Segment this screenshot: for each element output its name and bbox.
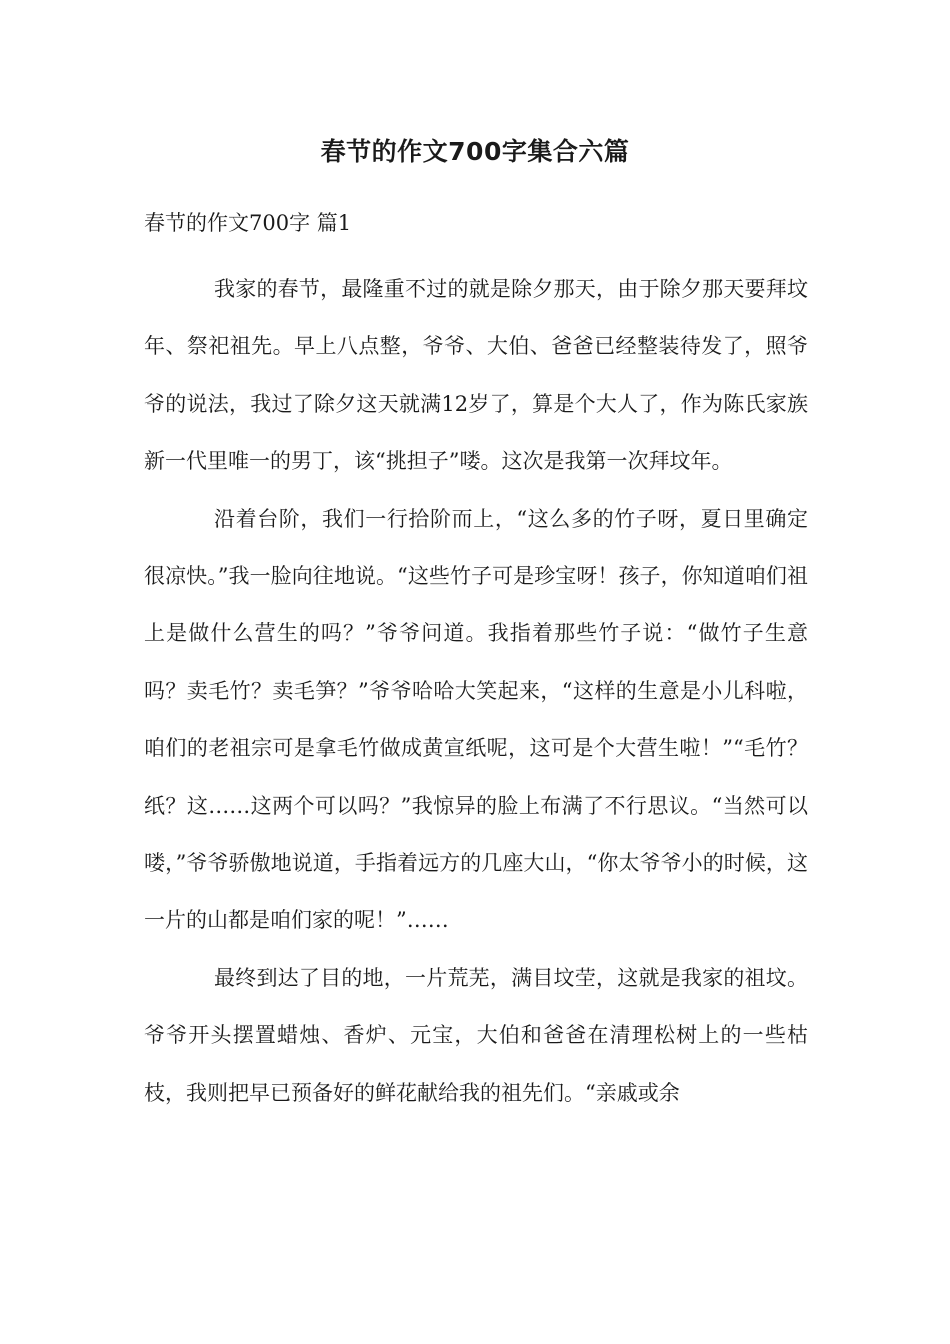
document-title: 春节的作文700字集合六篇 bbox=[320, 137, 630, 166]
section-heading: 春节的作文700字 篇1 bbox=[144, 211, 352, 235]
paragraph: 沿着台阶，我们一行拾阶而上，“这么多的竹子呀，夏日里确定很凉快。”我一脸向往地说。“这些竹子可是珍宝呀！孩子，你知道咱们祖上是做什么营生的吗？”爷爷问道。我指着那些竹子说：“做竹子生意吗？卖毛竹？卖毛笋？”爷爷哈哈大笑起来，“这样的生意是小儿科啦，咱们的老祖宗可是拿毛竹做成黄宣纸呢，这可是个大营生啦！”“毛竹？纸？这……这两个可以吗？”我惊异的脸上布满了不行思议。“当然可以喽，”爷爷骄傲地说道，手指着远方的几座大山，“你太爷爷小的时候，这一片的山都是咱们家的呢！”…… bbox=[144, 506, 808, 933]
document-body bbox=[144, 261, 808, 1122]
paragraph: 我家的春节，最隆重不过的就是除夕那天，由于除夕那天要拜坟年、祭祀祖先。早上八点整，爷爷、大伯、爸爸已经整装待发了，照爷爷的说法，我过了除夕这天就满12岁了，算是个大人了，作为陈氏家族新一代里唯一的男丁，该“挑担子”喽。这次是我第一次拜坟年。 bbox=[144, 277, 808, 474]
paragraph: 最终到达了目的地，一片荒芜，满目坟茔，这就是我家的祖坟。爷爷开头摆置蜡烛、香炉、元宝，大伯和爸爸在清理松树上的一些枯枝，我则把早已预备好的鲜花献给我的祖先们。“亲戚或余 bbox=[144, 965, 808, 1105]
